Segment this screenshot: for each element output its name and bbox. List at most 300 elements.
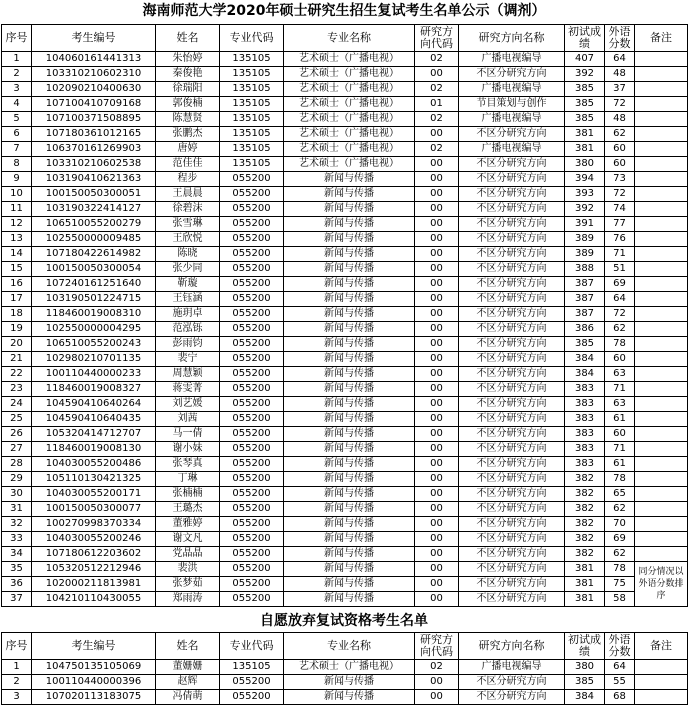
table-cell: 秦俊艳 <box>156 67 220 82</box>
table-cell: 陈晓 <box>156 247 220 262</box>
table-cell: 新闻与传播 <box>284 277 415 292</box>
table-cell: 383 <box>565 412 605 427</box>
table-cell: 00 <box>415 412 459 427</box>
table-cell: 055200 <box>220 427 284 442</box>
table-row <box>2 487 688 502</box>
table-cell: 不区分研究方向 <box>459 412 565 427</box>
table-cell: 不区分研究方向 <box>459 172 565 187</box>
table-row <box>2 277 688 292</box>
table-header-cell: 姓名 <box>156 25 220 52</box>
table-cell: 艺术硕士（广播电视） <box>284 112 415 127</box>
table-cell: 王钰涵 <box>156 292 220 307</box>
table-cell: 63 <box>605 397 635 412</box>
table-cell: 00 <box>415 487 459 502</box>
table-cell: 103190410621363 <box>32 172 156 187</box>
table-cell: 新闻与传播 <box>284 487 415 502</box>
table-row <box>2 517 688 532</box>
table-row <box>2 502 688 517</box>
table-remark-cell <box>635 142 688 157</box>
table-cell: 055200 <box>220 547 284 562</box>
table-cell: 51 <box>605 262 635 277</box>
table-cell: 055200 <box>220 217 284 232</box>
table-cell: 新闻与传播 <box>284 502 415 517</box>
table-remark-cell <box>635 292 688 307</box>
table-cell: 徐碧沫 <box>156 202 220 217</box>
table-cell: 不区分研究方向 <box>459 472 565 487</box>
table-cell: 王璐杰 <box>156 502 220 517</box>
withdraw-header-cell: 外语分数 <box>605 633 635 660</box>
table-cell: 新闻与传播 <box>284 367 415 382</box>
table-cell: 31 <box>2 502 32 517</box>
table-cell: 不区分研究方向 <box>459 127 565 142</box>
withdraw-cell: 135105 <box>220 660 284 675</box>
table-cell: 71 <box>605 247 635 262</box>
table-cell: 392 <box>565 67 605 82</box>
table-cell: 00 <box>415 472 459 487</box>
withdraw-cell: 100110440000396 <box>32 675 156 690</box>
table-cell: 055200 <box>220 172 284 187</box>
table-cell: 不区分研究方向 <box>459 487 565 502</box>
table-cell: 董雅婷 <box>156 517 220 532</box>
table-cell: 60 <box>605 157 635 172</box>
withdraw-cell: 新闻与传播 <box>284 675 415 690</box>
table-cell: 彭雨钧 <box>156 337 220 352</box>
table-cell: 不区分研究方向 <box>459 292 565 307</box>
table-cell: 不区分研究方向 <box>459 517 565 532</box>
table-cell: 节目策划与创作 <box>459 97 565 112</box>
table-cell: 艺术硕士（广播电视） <box>284 52 415 67</box>
table-cell: 35 <box>2 562 32 577</box>
table-row <box>2 157 688 172</box>
table-cell: 100270998370334 <box>32 517 156 532</box>
table-remark-cell <box>635 127 688 142</box>
table-cell: 艺术硕士（广播电视） <box>284 142 415 157</box>
table-cell: 新闻与传播 <box>284 352 415 367</box>
table-cell: 不区分研究方向 <box>459 547 565 562</box>
table-cell: 新闻与传播 <box>284 292 415 307</box>
table-cell: 055200 <box>220 592 284 607</box>
withdraw-cell: 055200 <box>220 675 284 690</box>
withdraw-header-cell: 备注 <box>635 633 688 660</box>
table-cell: 71 <box>605 382 635 397</box>
table-cell: 周慧颖 <box>156 367 220 382</box>
table-cell: 01 <box>415 97 459 112</box>
table-row <box>2 397 688 412</box>
table-cell: 不区分研究方向 <box>459 262 565 277</box>
table-cell: 055200 <box>220 487 284 502</box>
table-cell: 程步 <box>156 172 220 187</box>
table-cell: 65 <box>605 487 635 502</box>
withdraw-row <box>2 675 688 690</box>
table-cell: 61 <box>605 457 635 472</box>
table-cell: 朱怡婷 <box>156 52 220 67</box>
withdraw-header-row <box>2 633 688 660</box>
table-remark-cell <box>635 67 688 82</box>
table-cell: 施玥卓 <box>156 307 220 322</box>
table-cell: 刘艺媛 <box>156 397 220 412</box>
table-cell: 02 <box>415 142 459 157</box>
table-row <box>2 112 688 127</box>
table-cell: 100150050300077 <box>32 502 156 517</box>
table-cell: 382 <box>565 532 605 547</box>
table-cell: 新闻与传播 <box>284 472 415 487</box>
withdraw-header-cell: 研究方向代码 <box>415 633 459 660</box>
table-cell: 党晶晶 <box>156 547 220 562</box>
table-cell: 383 <box>565 397 605 412</box>
withdraw-header-cell: 考生编号 <box>32 633 156 660</box>
table-cell: 29 <box>2 472 32 487</box>
table-cell: 055200 <box>220 307 284 322</box>
withdraw-remark-cell <box>635 690 688 705</box>
table-row <box>2 67 688 82</box>
table-cell: 055200 <box>220 382 284 397</box>
table-cell: 055200 <box>220 247 284 262</box>
table-cell: 不区分研究方向 <box>459 382 565 397</box>
table-cell: 055200 <box>220 322 284 337</box>
table-row <box>2 547 688 562</box>
table-cell: 107180361012165 <box>32 127 156 142</box>
table-cell: 00 <box>415 427 459 442</box>
table-cell: 106510055200279 <box>32 217 156 232</box>
table-cell: 25 <box>2 412 32 427</box>
table-row <box>2 442 688 457</box>
table-cell: 00 <box>415 532 459 547</box>
table-cell: 104030055200171 <box>32 487 156 502</box>
table-cell: 1 <box>2 52 32 67</box>
table-cell: 蒋雯菁 <box>156 382 220 397</box>
table-cell: 382 <box>565 487 605 502</box>
table-cell: 不区分研究方向 <box>459 67 565 82</box>
table-cell: 谢小妹 <box>156 442 220 457</box>
table-cell: 77 <box>605 217 635 232</box>
withdraw-cell: 不区分研究方向 <box>459 690 565 705</box>
table-cell: 135105 <box>220 97 284 112</box>
table-row <box>2 322 688 337</box>
table-cell: 64 <box>605 292 635 307</box>
table-row <box>2 217 688 232</box>
table-remark-cell <box>635 457 688 472</box>
table-cell: 381 <box>565 577 605 592</box>
withdraw-cell: 2 <box>2 675 32 690</box>
table-cell: 陈慧贤 <box>156 112 220 127</box>
withdraw-cell: 104750135105069 <box>32 660 156 675</box>
table-cell: 范泓铄 <box>156 322 220 337</box>
table-cell: 新闻与传播 <box>284 427 415 442</box>
table-row <box>2 577 688 592</box>
table-cell: 00 <box>415 547 459 562</box>
table-cell: 不区分研究方向 <box>459 457 565 472</box>
table-remark-cell <box>635 352 688 367</box>
table-cell: 71 <box>605 442 635 457</box>
table-remark-cell <box>635 97 688 112</box>
table-cell: 不区分研究方向 <box>459 157 565 172</box>
table-remark-cell <box>635 277 688 292</box>
withdraw-cell: 00 <box>415 690 459 705</box>
table-cell: 00 <box>415 592 459 607</box>
withdraw-cell: 055200 <box>220 690 284 705</box>
table-cell: 055200 <box>220 562 284 577</box>
table-header-cell: 初试成绩 <box>565 25 605 52</box>
table-cell: 055200 <box>220 202 284 217</box>
table-cell: 02 <box>415 52 459 67</box>
table-cell: 055200 <box>220 472 284 487</box>
table-cell: 00 <box>415 232 459 247</box>
table-cell: 00 <box>415 262 459 277</box>
table-cell: 16 <box>2 277 32 292</box>
table-cell: 9 <box>2 172 32 187</box>
table-remark-cell <box>635 337 688 352</box>
table-cell: 00 <box>415 367 459 382</box>
table-cell: 不区分研究方向 <box>459 217 565 232</box>
table-header-cell: 考生编号 <box>32 25 156 52</box>
table-cell: 107180612203602 <box>32 547 156 562</box>
table-cell: 055200 <box>220 397 284 412</box>
table-cell: 387 <box>565 307 605 322</box>
table-cell: 107100371508895 <box>32 112 156 127</box>
table-cell: 055200 <box>220 517 284 532</box>
table-cell: 384 <box>565 367 605 382</box>
table-cell: 3 <box>2 82 32 97</box>
table-remark-cell <box>635 82 688 97</box>
table-cell: 104590410640435 <box>32 412 156 427</box>
table-cell: 20 <box>2 337 32 352</box>
table-cell: 郭俊楠 <box>156 97 220 112</box>
table-remark-cell <box>635 112 688 127</box>
table-cell: 383 <box>565 427 605 442</box>
table-cell: 不区分研究方向 <box>459 277 565 292</box>
table-cell: 34 <box>2 547 32 562</box>
table-header-cell: 外语分数 <box>605 25 635 52</box>
table-cell: 103190322414127 <box>32 202 156 217</box>
table-row <box>2 562 688 577</box>
table-cell: 76 <box>605 232 635 247</box>
table-cell: 不区分研究方向 <box>459 577 565 592</box>
table-cell: 135105 <box>220 142 284 157</box>
table-cell: 张梦茹 <box>156 577 220 592</box>
table-cell: 丁琳 <box>156 472 220 487</box>
table-cell: 新闻与传播 <box>284 457 415 472</box>
table-row <box>2 382 688 397</box>
withdraw-cell: 赵辉 <box>156 675 220 690</box>
table-cell: 48 <box>605 67 635 82</box>
table-remark-cell <box>635 172 688 187</box>
table-remark-cell <box>635 202 688 217</box>
table-cell: 106370161269903 <box>32 142 156 157</box>
table-cell: 不区分研究方向 <box>459 337 565 352</box>
table-row <box>2 592 688 607</box>
table-cell: 055200 <box>220 502 284 517</box>
table-cell: 马一倩 <box>156 427 220 442</box>
table-cell: 73 <box>605 172 635 187</box>
table-cell: 不区分研究方向 <box>459 187 565 202</box>
withdraw-remark-cell <box>635 675 688 690</box>
table-cell: 107240161251640 <box>32 277 156 292</box>
table-cell: 02 <box>415 112 459 127</box>
withdraw-cell: 董姗姗 <box>156 660 220 675</box>
table-cell: 王欣悦 <box>156 232 220 247</box>
table-cell: 裴宁 <box>156 352 220 367</box>
withdraw-header-cell: 研究方向名称 <box>459 633 565 660</box>
table-cell: 394 <box>565 172 605 187</box>
table-cell: 新闻与传播 <box>284 172 415 187</box>
table-cell: 382 <box>565 472 605 487</box>
table-cell: 张鹏杰 <box>156 127 220 142</box>
table-cell: 新闻与传播 <box>284 562 415 577</box>
table-cell: 00 <box>415 457 459 472</box>
table-cell: 广播电视编导 <box>459 112 565 127</box>
table-header-cell: 研究方向名称 <box>459 25 565 52</box>
table-cell: 37 <box>2 592 32 607</box>
table-cell: 62 <box>605 322 635 337</box>
table-cell: 055200 <box>220 367 284 382</box>
table-cell: 386 <box>565 322 605 337</box>
table-cell: 62 <box>605 127 635 142</box>
table-cell: 103190501224715 <box>32 292 156 307</box>
table-cell: 48 <box>605 112 635 127</box>
table-cell: 00 <box>415 157 459 172</box>
table-cell: 382 <box>565 517 605 532</box>
table-cell: 19 <box>2 322 32 337</box>
table-cell: 385 <box>565 337 605 352</box>
table-row <box>2 472 688 487</box>
table-cell: 104210110430055 <box>32 592 156 607</box>
table-remark-cell <box>635 217 688 232</box>
table-cell: 艺术硕士（广播电视） <box>284 127 415 142</box>
table-cell: 24 <box>2 397 32 412</box>
withdraw-cell: 不区分研究方向 <box>459 675 565 690</box>
table-cell: 392 <box>565 202 605 217</box>
table-cell: 055200 <box>220 337 284 352</box>
table-row <box>2 52 688 67</box>
withdraw-cell: 384 <box>565 690 605 705</box>
table-remark-cell <box>635 397 688 412</box>
table-cell: 新闻与传播 <box>284 307 415 322</box>
table-cell: 104030055200246 <box>32 532 156 547</box>
table-cell: 徐瑞阳 <box>156 82 220 97</box>
table-cell: 新闻与传播 <box>284 517 415 532</box>
table-remark-cell <box>635 427 688 442</box>
table-cell: 118460019008130 <box>32 442 156 457</box>
table-remark-cell <box>635 547 688 562</box>
table-cell: 100150050300051 <box>32 187 156 202</box>
table-cell: 387 <box>565 292 605 307</box>
table-remark-cell <box>635 517 688 532</box>
table-cell: 13 <box>2 232 32 247</box>
table-cell: 107100410709168 <box>32 97 156 112</box>
table-cell: 62 <box>605 547 635 562</box>
table-cell: 107180422614982 <box>32 247 156 262</box>
table-cell: 新闻与传播 <box>284 217 415 232</box>
table-cell: 5 <box>2 112 32 127</box>
remark-note: 同分情况以外语分数排序 <box>635 562 688 607</box>
table-row <box>2 262 688 277</box>
table-cell: 王晨晨 <box>156 187 220 202</box>
table-cell: 37 <box>605 82 635 97</box>
table-remark-cell <box>635 502 688 517</box>
table-cell: 393 <box>565 187 605 202</box>
withdraw-cell: 新闻与传播 <box>284 690 415 705</box>
table-remark-cell <box>635 532 688 547</box>
table-cell: 新闻与传播 <box>284 202 415 217</box>
table-cell: 张楠楠 <box>156 487 220 502</box>
table-row <box>2 97 688 112</box>
table-cell: 新闻与传播 <box>284 247 415 262</box>
table-cell: 382 <box>565 502 605 517</box>
table-cell: 100110440000233 <box>32 367 156 382</box>
table-cell: 7 <box>2 142 32 157</box>
table-cell: 055200 <box>220 577 284 592</box>
table-cell: 055200 <box>220 292 284 307</box>
table-cell: 郑雨涛 <box>156 592 220 607</box>
table-cell: 谢文凡 <box>156 532 220 547</box>
table-cell: 389 <box>565 247 605 262</box>
table-row <box>2 457 688 472</box>
table-row <box>2 232 688 247</box>
withdraw-section-title: 自愿放弃复试资格考生名单 <box>260 613 428 629</box>
table-cell: 00 <box>415 217 459 232</box>
table-cell: 14 <box>2 247 32 262</box>
table-cell: 00 <box>415 67 459 82</box>
withdraw-cell: 64 <box>605 660 635 675</box>
table-cell: 张琴真 <box>156 457 220 472</box>
table-cell: 72 <box>605 97 635 112</box>
table-cell: 381 <box>565 142 605 157</box>
table-cell: 张雪琳 <box>156 217 220 232</box>
table-cell: 135105 <box>220 82 284 97</box>
table-cell: 00 <box>415 577 459 592</box>
table-cell: 105320512212946 <box>32 562 156 577</box>
table-cell: 33 <box>2 532 32 547</box>
table-remark-cell <box>635 52 688 67</box>
table-cell: 00 <box>415 187 459 202</box>
table-cell: 118460019008310 <box>32 307 156 322</box>
table-cell: 102550000009485 <box>32 232 156 247</box>
table-remark-cell <box>635 322 688 337</box>
withdraw-cell: 广播电视编导 <box>459 660 565 675</box>
table-cell: 72 <box>605 187 635 202</box>
table-cell: 75 <box>605 577 635 592</box>
table-remark-cell <box>635 382 688 397</box>
table-cell: 385 <box>565 97 605 112</box>
table-row <box>2 247 688 262</box>
table-cell: 新闻与传播 <box>284 577 415 592</box>
withdraw-cell: 3 <box>2 690 32 705</box>
table-cell: 不区分研究方向 <box>459 397 565 412</box>
table-cell: 4 <box>2 97 32 112</box>
table-cell: 385 <box>565 82 605 97</box>
table-cell: 不区分研究方向 <box>459 562 565 577</box>
table-cell: 17 <box>2 292 32 307</box>
table-cell: 新闻与传播 <box>284 382 415 397</box>
withdraw-cell: 107020113183075 <box>32 690 156 705</box>
withdraw-cell: 68 <box>605 690 635 705</box>
withdraw-remark-cell <box>635 660 688 675</box>
table-remark-cell <box>635 307 688 322</box>
table-cell: 135105 <box>220 112 284 127</box>
table-cell: 383 <box>565 457 605 472</box>
table-cell: 104060161441313 <box>32 52 156 67</box>
table-cell: 不区分研究方向 <box>459 202 565 217</box>
table-row <box>2 367 688 382</box>
table-cell: 105110130421325 <box>32 472 156 487</box>
table-cell: 00 <box>415 442 459 457</box>
table-cell: 382 <box>565 547 605 562</box>
table-cell: 104590410640264 <box>32 397 156 412</box>
table-cell: 新闻与传播 <box>284 532 415 547</box>
table-cell: 389 <box>565 232 605 247</box>
table-cell: 00 <box>415 307 459 322</box>
table-cell: 62 <box>605 502 635 517</box>
